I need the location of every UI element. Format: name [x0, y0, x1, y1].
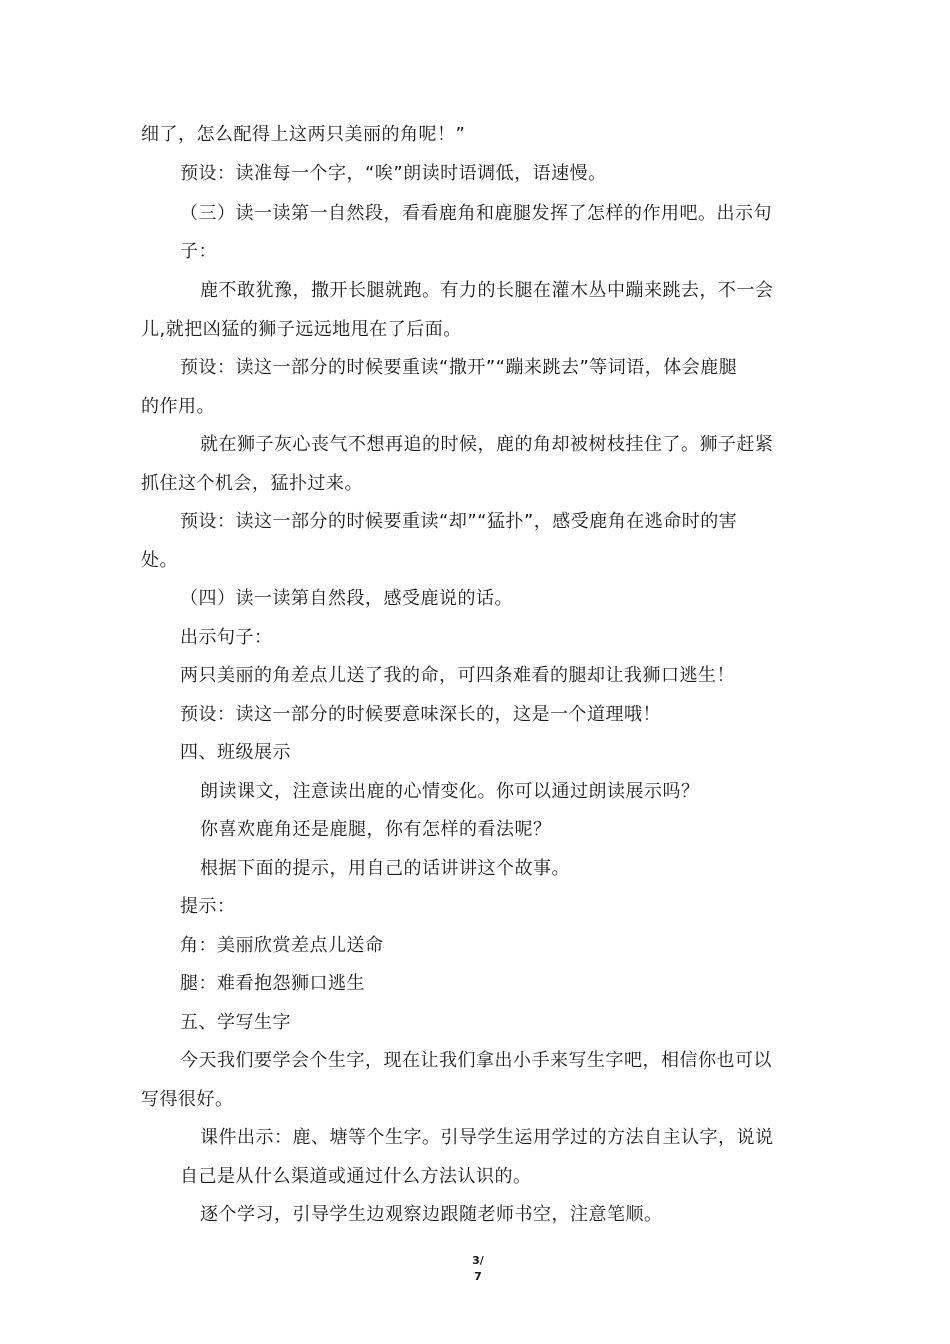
text-line: 两只美丽的角差点儿送了我的命，可四条难看的腿却让我狮口逃生！	[180, 665, 735, 686]
text-line: 抓住这个机会，猛扑过来。	[141, 473, 363, 494]
text-line: 预设：读准每一个字，“唉”朗读时语调低，语速慢。	[180, 163, 607, 184]
text-line: 子：	[180, 241, 217, 262]
text-line: （四）读一读第自然段，感受鹿说的话。	[180, 588, 513, 609]
page-number-current: 3/	[472, 1254, 484, 1267]
text-line: 自己是从什么渠道或通过什么方法认识的。	[180, 1166, 532, 1187]
text-line: 逐个学习，引导学生边观察边跟随老师书空，注意笔顺。	[200, 1204, 663, 1225]
text-line: 角：美丽欣赏差点儿送命	[180, 935, 384, 956]
text-line: 课件出示：鹿、塘等个生字。引导学生运用学过的方法自主认字，说说	[200, 1127, 774, 1148]
text-line: 预设：读这一部分的时候要重读“却”“猛扑”，感受鹿角在逃命时的害	[180, 511, 738, 532]
page-number-total: 7	[474, 1270, 482, 1283]
text-line: 提示：	[180, 896, 236, 917]
text-line: 预设：读这一部分的时候要意味深长的，这是一个道理哦！	[180, 704, 661, 725]
text-line: 五、学写生字	[180, 1012, 291, 1033]
text-line: 就在狮子灰心丧气不想再追的时候，鹿的角却被树枝挂住了。狮子赶紧	[200, 434, 774, 455]
text-line: （三）读一读第一自然段，看看鹿角和鹿腿发挥了怎样的作用吧。出示句	[180, 203, 772, 224]
text-line: 处。	[141, 550, 178, 571]
text-line: 你喜欢鹿角还是鹿腿，你有怎样的看法呢？	[200, 819, 552, 840]
text-line: 四、班级展示	[180, 742, 291, 763]
text-line: 出示句子：	[180, 627, 273, 648]
text-line: 腿：难看抱怨狮口逃生	[180, 973, 365, 994]
text-line: 今天我们要学会个生字，现在让我们拿出小手来写生字吧，相信你也可以	[180, 1050, 772, 1071]
text-line: 朗读课文，注意读出鹿的心情变化。你可以通过朗读展示吗？	[200, 781, 700, 802]
text-line: 预设：读这一部分的时候要重读“撒开”“蹦来跳去”等词语，体会鹿腿	[180, 357, 738, 378]
text-line: 写得很好。	[141, 1089, 234, 1110]
text-line: 鹿不敢犹豫，撒开长腿就跑。有力的长腿在灌木丛中蹦来跳去，不一会	[200, 280, 774, 301]
text-line: 细了，怎么配得上这两只美丽的角呢！”	[141, 124, 466, 145]
text-line: 的作用。	[141, 396, 215, 417]
text-line: 儿,就把凶猛的狮子远远地甩在了后面。	[141, 319, 462, 340]
text-line: 根据下面的提示，用自己的话讲讲这个故事。	[200, 858, 570, 879]
